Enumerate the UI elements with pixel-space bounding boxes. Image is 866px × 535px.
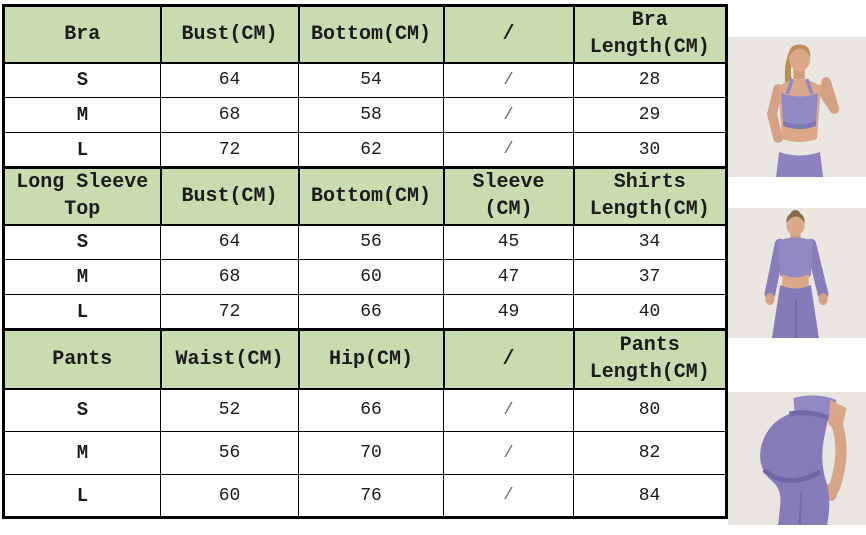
value-cell: / bbox=[444, 432, 574, 475]
column-header-bra-length bbox=[574, 6, 727, 63]
bra-row-s bbox=[4, 63, 727, 98]
size-cell: M bbox=[4, 98, 161, 133]
value-cell: 68 bbox=[161, 260, 299, 295]
header-line: Bust(CM) bbox=[181, 184, 278, 208]
value-cell: / bbox=[444, 389, 574, 432]
header-line: Long Sleeve bbox=[16, 171, 149, 195]
sports-bra-illustration bbox=[728, 37, 866, 177]
header-line: Pants bbox=[52, 347, 113, 371]
top-row-s bbox=[4, 225, 727, 260]
header-line: / bbox=[502, 22, 515, 46]
value-cell: 68 bbox=[161, 98, 299, 133]
size-cell: L bbox=[4, 295, 161, 330]
column-header-waist bbox=[161, 330, 299, 389]
size-cell: S bbox=[4, 63, 161, 98]
bra-row-m bbox=[4, 98, 727, 133]
value-cell: 28 bbox=[574, 63, 727, 98]
top-row-l bbox=[4, 295, 727, 330]
size-chart-table bbox=[2, 4, 728, 519]
value-cell: 29 bbox=[574, 98, 727, 133]
value-cell: 56 bbox=[299, 225, 444, 260]
size-cell: S bbox=[4, 389, 161, 432]
product-photo-leggings bbox=[728, 392, 866, 525]
header-line: Length(CM) bbox=[589, 36, 710, 60]
value-cell: 64 bbox=[161, 225, 299, 260]
header-row-pants bbox=[4, 330, 727, 389]
value-cell: 76 bbox=[299, 475, 444, 518]
value-cell: 56 bbox=[161, 432, 299, 475]
column-header-hip bbox=[299, 330, 444, 389]
header-line: Waist(CM) bbox=[175, 347, 284, 371]
value-cell: / bbox=[444, 133, 574, 168]
value-cell: / bbox=[444, 63, 574, 98]
value-cell: 45 bbox=[444, 225, 574, 260]
header-line: Pants bbox=[619, 334, 680, 358]
value-cell: 66 bbox=[299, 389, 444, 432]
product-photo-long-sleeve-top bbox=[728, 208, 866, 338]
long-sleeve-top-illustration bbox=[728, 208, 866, 338]
header-line: Bottom(CM) bbox=[310, 22, 432, 46]
value-cell: 52 bbox=[161, 389, 299, 432]
header-line: / bbox=[502, 347, 515, 371]
value-cell: 66 bbox=[299, 295, 444, 330]
pants-row-l bbox=[4, 475, 727, 518]
header-line: Hip(CM) bbox=[328, 347, 413, 371]
header-line: Shirts bbox=[613, 171, 686, 195]
column-header-bottom bbox=[299, 6, 444, 63]
column-header-bust bbox=[161, 6, 299, 63]
header-line: Bust(CM) bbox=[181, 22, 278, 46]
header-line: Top bbox=[64, 198, 101, 222]
header-line: Sleeve bbox=[472, 171, 545, 195]
value-cell: 60 bbox=[299, 260, 444, 295]
value-cell: 80 bbox=[574, 389, 727, 432]
value-cell: 72 bbox=[161, 133, 299, 168]
header-line: Length(CM) bbox=[589, 361, 710, 385]
size-cell: S bbox=[4, 225, 161, 260]
value-cell: / bbox=[444, 475, 574, 518]
value-cell: 62 bbox=[299, 133, 444, 168]
value-cell: 34 bbox=[574, 225, 727, 260]
value-cell: 82 bbox=[574, 432, 727, 475]
value-cell: 49 bbox=[444, 295, 574, 330]
header-line: (CM) bbox=[484, 198, 533, 222]
pants-row-m bbox=[4, 432, 727, 475]
value-cell: 60 bbox=[161, 475, 299, 518]
value-cell: 47 bbox=[444, 260, 574, 295]
size-cell: M bbox=[4, 432, 161, 475]
section-title-pants bbox=[4, 330, 161, 389]
value-cell: 37 bbox=[574, 260, 727, 295]
value-cell: 54 bbox=[299, 63, 444, 98]
value-cell: 70 bbox=[299, 432, 444, 475]
column-header-pants-length bbox=[574, 330, 727, 389]
value-cell: 58 bbox=[299, 98, 444, 133]
column-header-bust bbox=[161, 168, 299, 225]
column-header-sleeve bbox=[444, 168, 574, 225]
header-row-bra bbox=[4, 6, 727, 63]
column-header-shirts-length bbox=[574, 168, 727, 225]
value-cell: 40 bbox=[574, 295, 727, 330]
value-cell: / bbox=[444, 98, 574, 133]
column-header-slash bbox=[444, 330, 574, 389]
bra-row-l bbox=[4, 133, 727, 168]
value-cell: 72 bbox=[161, 295, 299, 330]
size-cell: M bbox=[4, 260, 161, 295]
header-line: Bottom(CM) bbox=[310, 184, 432, 208]
size-cell: L bbox=[4, 475, 161, 518]
section-title-bra bbox=[4, 6, 161, 63]
value-cell: 30 bbox=[574, 133, 727, 168]
header-row-long-sleeve-top bbox=[4, 168, 727, 225]
top-row-m bbox=[4, 260, 727, 295]
section-title-long-sleeve-top bbox=[4, 168, 161, 225]
header-line: Length(CM) bbox=[589, 198, 710, 222]
value-cell: 64 bbox=[161, 63, 299, 98]
value-cell: 84 bbox=[574, 475, 727, 518]
product-photo-sports-bra bbox=[728, 37, 866, 177]
size-cell: L bbox=[4, 133, 161, 168]
column-header-bottom bbox=[299, 168, 444, 225]
leggings-illustration bbox=[728, 392, 866, 525]
header-line: Bra bbox=[64, 22, 101, 46]
header-line: Bra bbox=[631, 9, 668, 33]
column-header-slash bbox=[444, 6, 574, 63]
pants-row-s bbox=[4, 389, 727, 432]
